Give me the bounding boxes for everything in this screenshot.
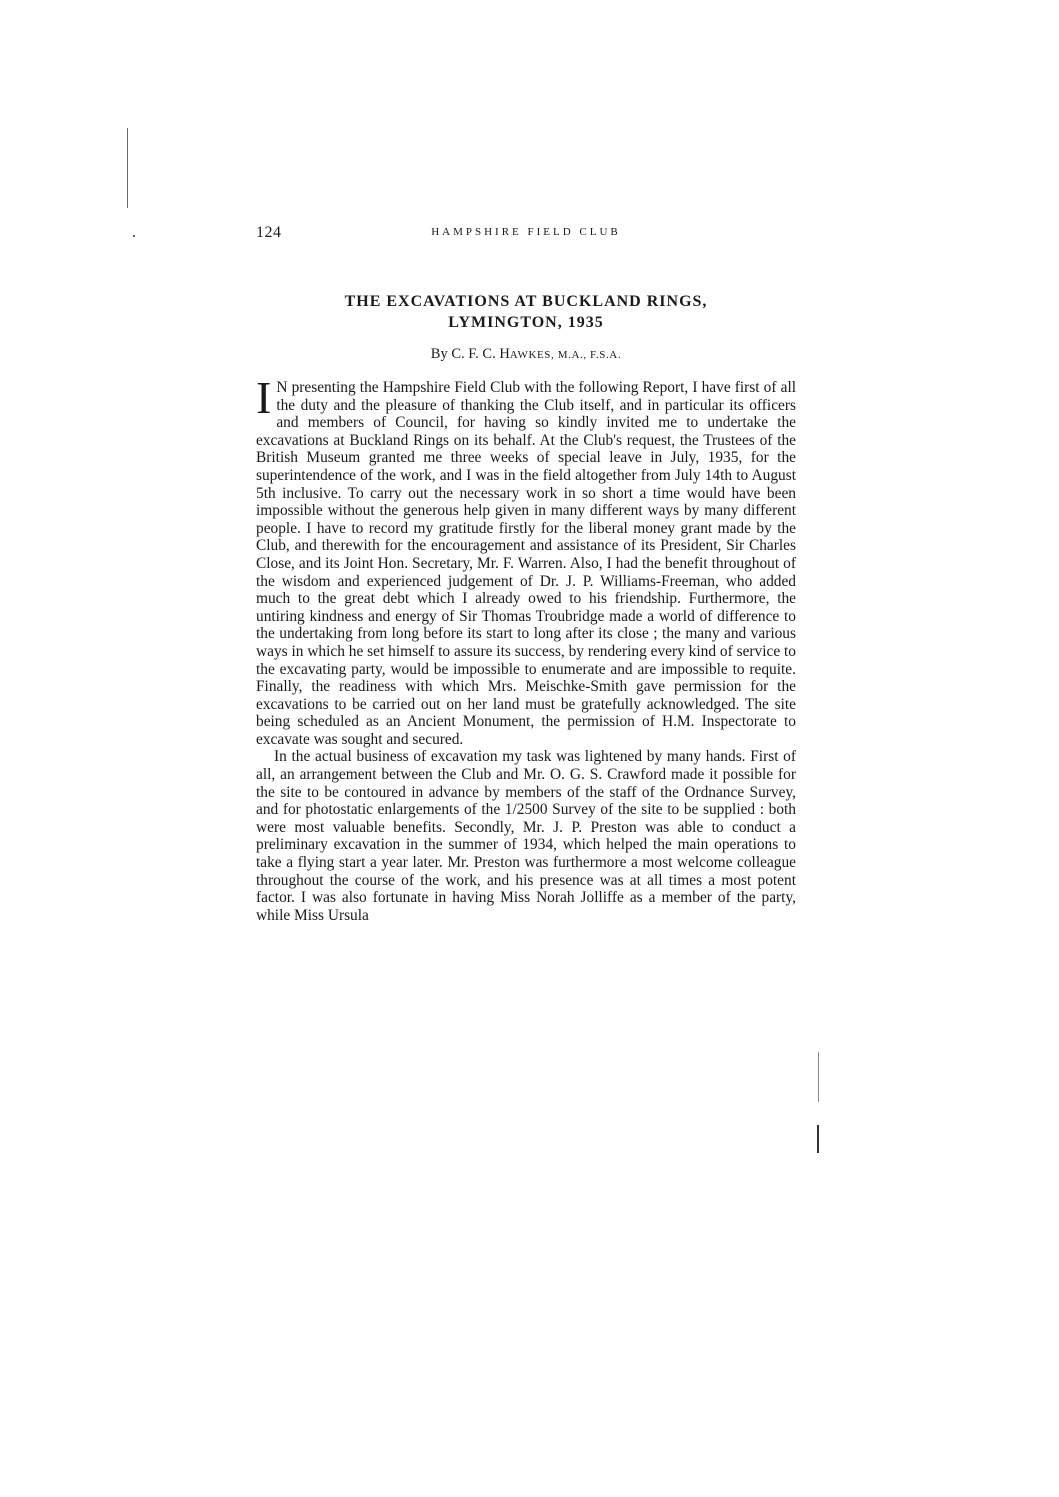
body-text [256,372,796,924]
paragraph-1 [256,372,796,748]
document-page [256,0,796,1497]
article-title-line-2: LYMINGTON, 1935 [448,314,604,331]
byline-degrees: , M.A., F.S.A. [551,349,622,361]
article-title [256,291,796,333]
scan-mark-left [127,128,128,208]
byline-name-rest: AWKES [509,349,552,361]
page-number: 124 [256,224,282,241]
running-head [256,224,796,244]
running-title: HAMPSHIRE FIELD CLUB [431,226,621,238]
scan-dot-left [133,235,135,237]
drop-cap-continuation: N [276,379,288,396]
byline [256,346,796,363]
paragraph-2: In the actual business of excavation my task was lightened by many hands. First of all, an arrangement between the Club and Mr. O. G. S. Crawford made it possible for the site to be contoured in advance by members of the staff of the Ordnance Survey, and for photostatic enlargements of the 1/2500 Survey of the site to be supplied : both were most valuable benefits. Secondly, Mr. J. P. Preston was able to conduct a preliminary excavation in the summer of 1934, which helped the main operations to take a flying start a year later. Mr. Preston was furthermore a most welcome colleague throughout the course of the work, and his presence was at all times a most potent factor. I was also fortunate in having Miss Norah Jolliffe as a member of the party, while Miss Ursula [256,748,796,924]
paragraph-1-text: presenting the Hampshire Field Club with the following Report, I have first of all the duty and the pleasure of thanking the Club itself, and in particular its officers and members of Council, for having so kindly invited me to undertake the excavations at Buckland Rings on its behalf. At the Club's request, the Trustees of the British Museum granted me three weeks of special leave in July, 1935, for the superintendence of the work, and I was in the field altogether from July 14th to August 5th inclusive. To carry out the necessary work in so short a time would have been impossible without the generous help given in many different ways by many different people. I have to record my gratitude firstly for the liberal money grant made by the Club, and therewith for the encouragement and assistance of its President, Sir Charles Close, and its Joint Hon. Secretary, Mr. F. Warren. Also, I had the benefit throughout of the wisdom and experienced judgement of Dr. J. P. Williams-Freeman, who added much to the great debt which I already owed to his friendship. Furthermore, the untiring kindness and energy of Sir Thomas Troubridge made a world of difference to the undertaking from long before its start to long after its close ; the many and various ways in which he set himself to assure its success, by rendering every kind of service to the excavating party, would be impossible to enumerate and are impossible to requite. Finally, the readiness with which Mrs. Meischke-Smith gave permission for the excavations to be carried out on her land must be gratefully acknowledged. The site being scheduled as an Ancient Monument, the permission of H.M. Inspectorate to excavate was sought and secured. [256,379,796,748]
scan-mark-right-2 [817,1125,819,1153]
byline-prefix: By C. F. C. H [430,346,510,362]
article-title-line-1: THE EXCAVATIONS AT BUCKLAND RINGS, [344,293,708,310]
scan-mark-right-1 [818,1052,819,1102]
drop-cap: I [256,372,272,423]
